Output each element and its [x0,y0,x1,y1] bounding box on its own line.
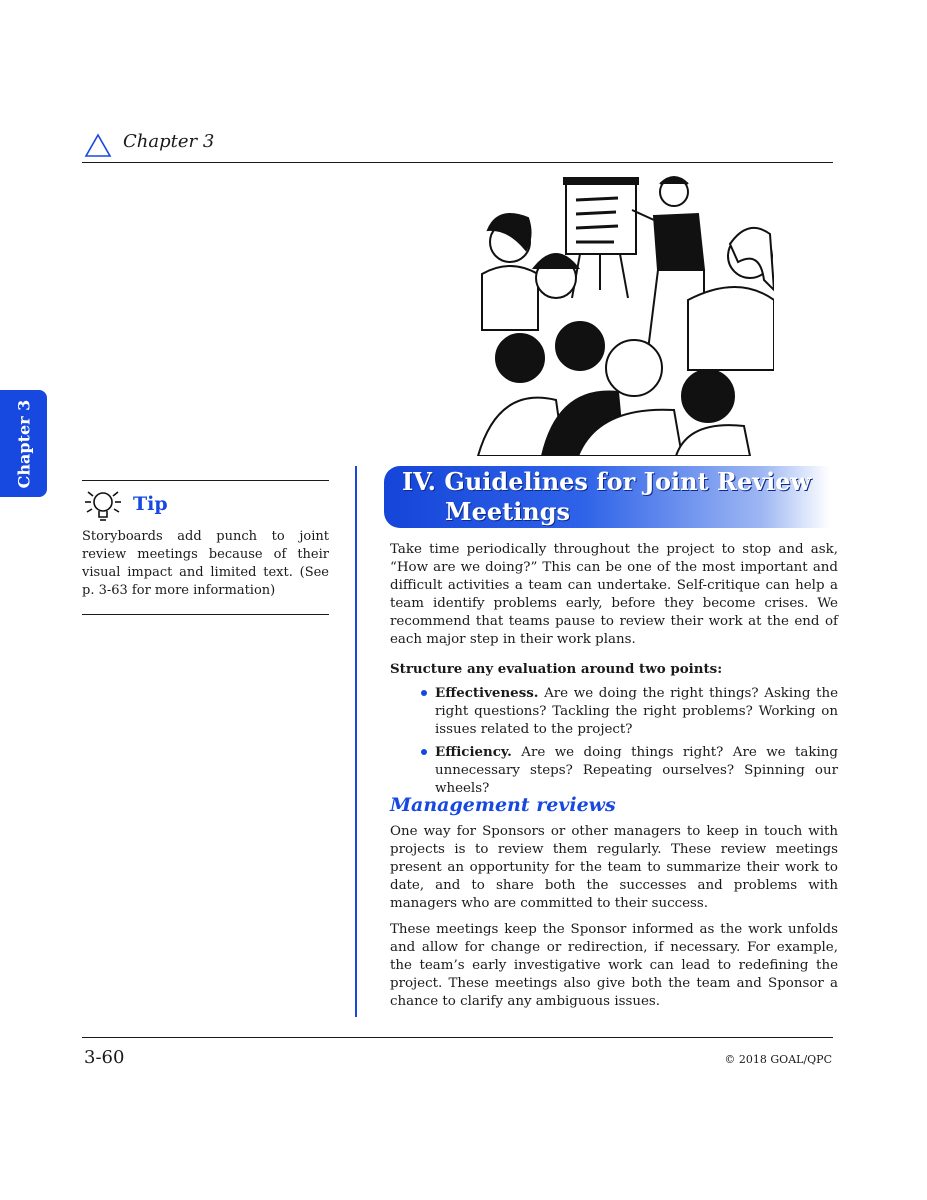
management-reviews-heading: Management reviews [390,794,616,816]
chapter-side-tab-label: Chapter 3 [14,399,33,488]
structure-heading: Structure any evaluation around two points: [390,661,723,677]
lightbulb-icon [82,488,124,524]
section-title [402,467,822,527]
bullet-lead: Effectiveness. [435,685,539,701]
chapter-header: Chapter 3 [123,131,215,152]
section-title-line-2: Meetings [445,497,571,526]
bullet-text: Are we doing things right? Are we taking unnecessary steps? Repeating ourselves? Spinning our wheels? [435,745,838,796]
intro-paragraph: Take time periodically throughout the project to stop and ask, “How are we doing?” This can be one of the most important and difficult activities a team can undertake. Self-critique can help a team identify problems early, before they become crises. We recommend that teams pause to review their work at the end of each major step in their work plans. [390,542,838,647]
footer-rule [82,1037,833,1038]
meeting-illustration [468,170,774,456]
tip-body: Storyboards add punch to joint review meetings because of their visual impact and limited text. (See p. 3-63 for more information) [82,529,329,598]
bullet-lead: Efficiency. [435,744,512,760]
tip-rule-top [82,480,329,481]
header-rule [82,162,833,163]
bullet-dot [421,749,427,755]
bullet-dot [421,690,427,696]
copyright: © 2018 GOAL/QPC [724,1053,832,1066]
bullet-efficiency [435,743,838,798]
triangle-icon [84,133,112,159]
column-divider [355,466,357,1017]
management-paragraph-2: These meetings keep the Sponsor informed as the work unfolds and allow for change or redirection, if necessary. For example, the team’s early investigative work can lead to redefining the project. These meetings also give both the team and Sponsor a chance to clarify any ambiguous issues. [390,922,838,1009]
bullet-effectiveness [435,684,838,739]
tip-rule-bottom [82,614,329,615]
section-title-line-1: IV. Guidelines for Joint Review [402,467,812,496]
tip-title: Tip [133,493,168,515]
management-paragraph-1: One way for Sponsors or other managers to keep in touch with projects is to review them regularly. These review meetings present an opportunity for the team to summarize their work to date, and to share both the successes and problems with managers who are committed to their success. [390,824,838,911]
bullet-text: Are we doing the right things? Asking the right questions? Tackling the right problems? Working on issues related to the project? [435,686,838,737]
chapter-side-tab[interactable] [0,390,47,497]
page-number: 3-60 [84,1047,125,1068]
